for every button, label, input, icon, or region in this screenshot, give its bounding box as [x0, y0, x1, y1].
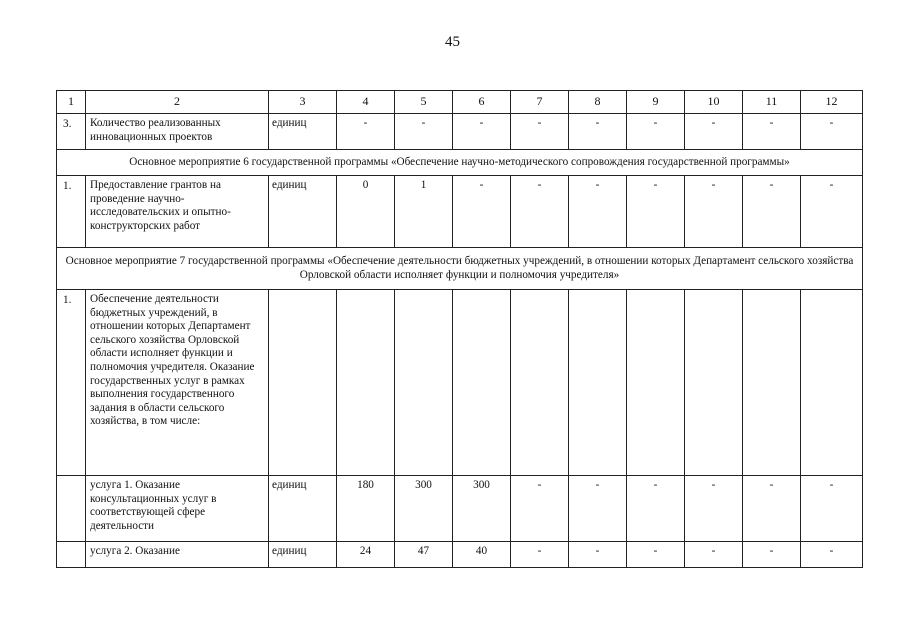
value-cell: -: [743, 114, 801, 150]
unit-cell: единиц: [269, 176, 337, 248]
value-cell: -: [685, 476, 743, 542]
table-row: [57, 542, 863, 568]
value-cell: -: [685, 176, 743, 248]
indicator-name-cell: Количество реализованных инновационных проектов: [86, 114, 269, 150]
value-cell: -: [685, 542, 743, 568]
value-cell: -: [627, 176, 685, 248]
value-cell: -: [511, 114, 569, 150]
table-row: [57, 176, 863, 248]
value-cell: -: [511, 542, 569, 568]
value-cell: 0: [337, 176, 395, 248]
column-header: 12: [801, 91, 863, 114]
indicator-name-cell: услуга 1. Оказание консультационных услуг в соответствующей сфере деятельности: [86, 476, 269, 542]
value-cell: [453, 290, 511, 476]
table-row: [57, 114, 863, 150]
value-cell: [743, 290, 801, 476]
value-cell: -: [743, 476, 801, 542]
unit-cell: единиц: [269, 114, 337, 150]
header-row: [57, 91, 863, 114]
section-header-row: [57, 150, 863, 176]
column-header: 1: [57, 91, 86, 114]
value-cell: -: [337, 114, 395, 150]
value-cell: 40: [453, 542, 511, 568]
value-cell: -: [569, 114, 627, 150]
value-cell: -: [511, 476, 569, 542]
row-number-cell: [57, 476, 86, 542]
column-header: 11: [743, 91, 801, 114]
value-cell: [685, 290, 743, 476]
section-header-row: [57, 248, 863, 290]
column-header: 8: [569, 91, 627, 114]
value-cell: 24: [337, 542, 395, 568]
unit-cell: единиц: [269, 542, 337, 568]
row-number-cell: 1.: [57, 290, 86, 476]
value-cell: -: [569, 176, 627, 248]
value-cell: 1: [395, 176, 453, 248]
value-cell: -: [801, 542, 863, 568]
column-header: 10: [685, 91, 743, 114]
value-cell: 300: [453, 476, 511, 542]
column-header: 2: [86, 91, 269, 114]
column-header: 5: [395, 91, 453, 114]
value-cell: [395, 290, 453, 476]
value-cell: -: [627, 542, 685, 568]
section-title: Основное мероприятие 7 государственной программы «Обеспечение деятельности бюджетных учреждений, в отношении которых Департамент сельского хозяйства Орловской области исполняет функции и полномочия учредителя»: [57, 248, 863, 290]
indicator-name-cell: Обеспечение деятельности бюджетных учреждений, в отношении которых Департамент сельского хозяйства Орловской области исполняет функции и полномочия учредителя. Оказание государственных услуг в рамках выполнения государственного задания в области сельского хозяйства, в том числе:: [86, 290, 269, 476]
row-number-cell: [57, 542, 86, 568]
value-cell: -: [569, 542, 627, 568]
column-header: 9: [627, 91, 685, 114]
value-cell: -: [453, 176, 511, 248]
row-number-cell: 1.: [57, 176, 86, 248]
value-cell: -: [801, 476, 863, 542]
indicators-table: [56, 90, 863, 568]
indicator-name-cell: услуга 2. Оказание: [86, 542, 269, 568]
value-cell: [511, 290, 569, 476]
column-header: 7: [511, 91, 569, 114]
value-cell: 300: [395, 476, 453, 542]
value-cell: -: [511, 176, 569, 248]
unit-cell: [269, 290, 337, 476]
row-number-cell: 3.: [57, 114, 86, 150]
value-cell: -: [569, 476, 627, 542]
value-cell: [801, 290, 863, 476]
column-header: 6: [453, 91, 511, 114]
value-cell: -: [685, 114, 743, 150]
value-cell: 180: [337, 476, 395, 542]
page-number: 45: [445, 34, 460, 50]
value-cell: -: [801, 114, 863, 150]
indicator-name-cell: Предоставление грантов на проведение научно-исследовательских и опытно-конструкторских работ: [86, 176, 269, 248]
table-row: [57, 290, 863, 476]
value-cell: -: [627, 114, 685, 150]
section-title: Основное мероприятие 6 государственной программы «Обеспечение научно-методического сопровождения государственной программы»: [57, 150, 863, 176]
value-cell: 47: [395, 542, 453, 568]
value-cell: -: [743, 542, 801, 568]
value-cell: -: [743, 176, 801, 248]
value-cell: [569, 290, 627, 476]
value-cell: -: [801, 176, 863, 248]
value-cell: -: [627, 476, 685, 542]
column-header: 3: [269, 91, 337, 114]
value-cell: [337, 290, 395, 476]
value-cell: [627, 290, 685, 476]
value-cell: -: [453, 114, 511, 150]
value-cell: -: [395, 114, 453, 150]
table-row: [57, 476, 863, 542]
unit-cell: единиц: [269, 476, 337, 542]
column-header: 4: [337, 91, 395, 114]
